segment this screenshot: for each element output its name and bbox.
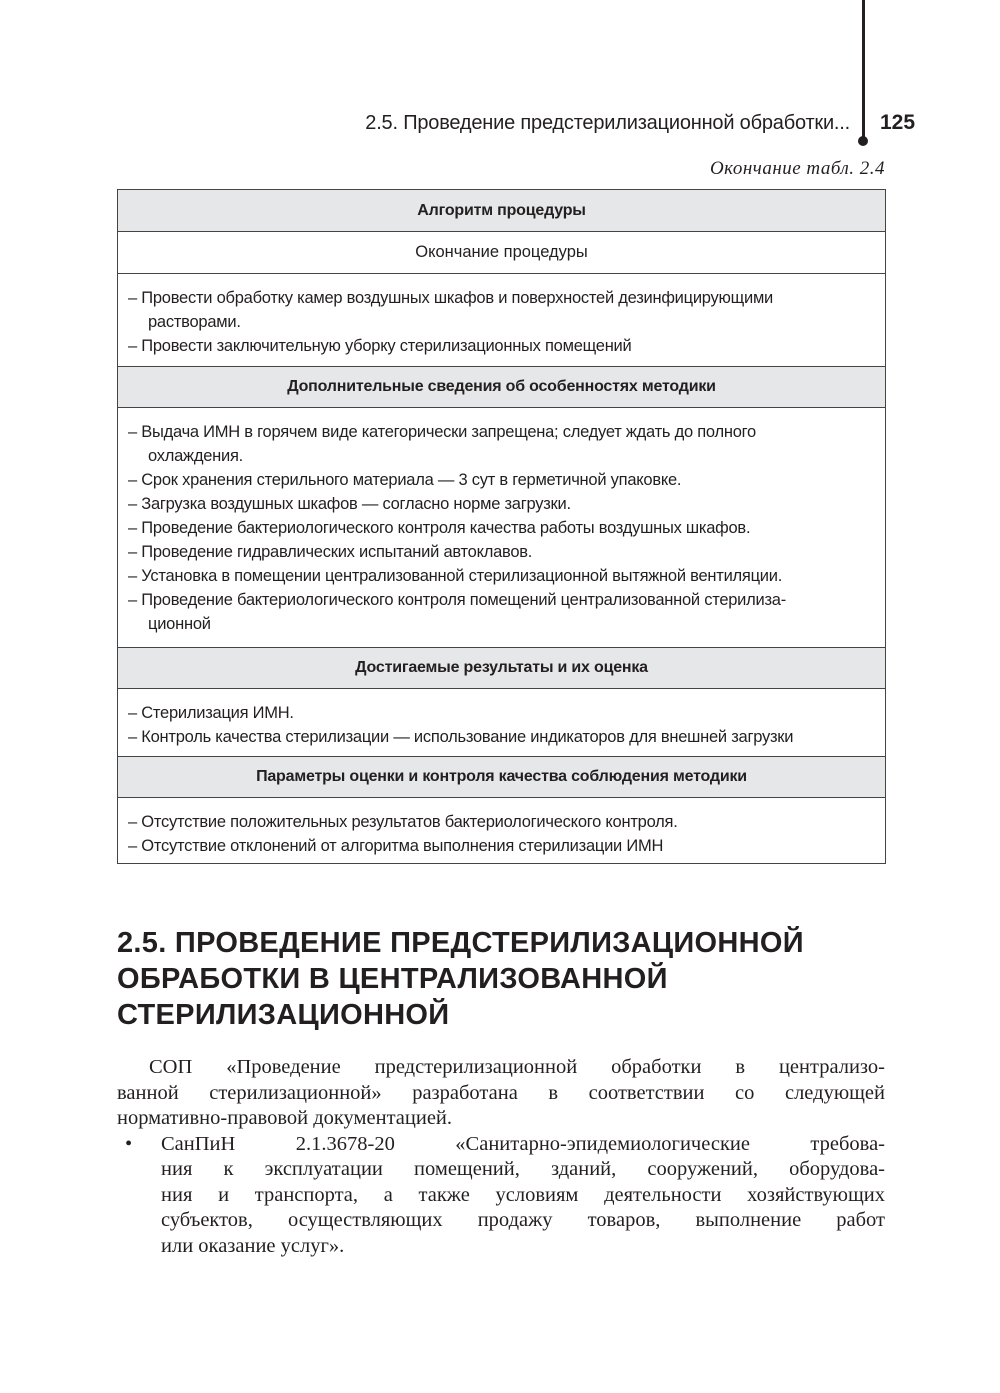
bullet-line: ния к эксплуатации помещений, зданий, сооружений, оборудова- [161, 1158, 885, 1180]
bullet-line: субъектов, осуществляющих продажу товаров, выполнение работ [161, 1209, 885, 1231]
table-line: – Срок хранения стерильного материала — 3 сут в герметичной упаковке. [128, 471, 682, 489]
table-block-3 [118, 688, 885, 756]
bullet-icon: • [125, 1132, 133, 1155]
table-section-header: Дополнительные сведения об особенностях методики [118, 366, 885, 407]
procedure-table [117, 189, 886, 864]
bullet-item [117, 1132, 885, 1260]
table-block-1 [118, 273, 885, 366]
table-line: – Отсутствие положительных результатов бактериологического контроля. [128, 813, 678, 831]
margin-rule [862, 0, 865, 140]
body-text [117, 1055, 885, 1259]
table-block-4 [118, 797, 885, 863]
table-line: – Загрузка воздушных шкафов — согласно норме загрузки. [128, 495, 571, 513]
heading-line: 2.5. ПРОВЕДЕНИЕ ПРЕДСТЕРИЛИЗАЦИОННОЙ [117, 927, 804, 959]
table-line: – Провести обработку камер воздушных шкафов и поверхностей дезинфицирующими [128, 289, 774, 307]
table-block-2 [118, 407, 885, 647]
paragraph-line: СОП «Проведение предстерилизационной обработки в централизо- [149, 1056, 885, 1078]
table-line: растворами. [148, 313, 241, 331]
paragraph-line: ванной стерилизационной» разработана в соответствии со следующей [117, 1081, 885, 1104]
table-header: Алгоритм процедуры [118, 190, 885, 231]
table-section-header: Достигаемые результаты и их оценка [118, 647, 885, 688]
table-line: – Провести заключительную уборку стерилизационных помещений [128, 337, 632, 355]
table-line: – Проведение бактериологического контроля качества работы воздушных шкафов. [128, 519, 751, 537]
heading-line: СТЕРИЛИЗАЦИОННОЙ [117, 999, 450, 1031]
section-heading [117, 925, 804, 1033]
bullet-line: ния и транспорта, а также условиям деятельности хозяйствующих [161, 1183, 885, 1206]
table-line: – Проведение гидравлических испытаний автоклавов. [128, 543, 533, 561]
bullet-line: СанПиН 2.1.3678-20 «Санитарно-эпидемиологические требова- [161, 1132, 885, 1155]
table-caption: Окончание табл. 2.4 [709, 158, 885, 179]
table-line: – Проведение бактериологического контроля помещений централизованной стерилиза- [128, 591, 786, 609]
paragraph-line: нормативно-правовой документацией. [117, 1107, 453, 1129]
heading-line: ОБРАБОТКИ В ЦЕНТРАЛИЗОВАННОЙ [117, 963, 668, 995]
bullet-line: или оказание услуг». [161, 1234, 345, 1257]
running-title: 2.5. Проведение предстерилизационной обработки... [365, 112, 850, 134]
table-line: – Отсутствие отклонений от алгоритма выполнения стерилизации ИМН [128, 837, 664, 855]
table-section-header: Параметры оценки и контроля качества соблюдения методики [118, 756, 885, 797]
table-line: – Стерилизация ИМН. [128, 704, 294, 722]
table-line: – Установка в помещении централизованной стерилизационной вытяжной вентиляции. [128, 567, 783, 585]
table-line: охлаждения. [148, 447, 243, 465]
table-line: ционной [148, 615, 211, 633]
table-line: – Контроль качества стерилизации — использование индикаторов для внешней загрузки [128, 728, 794, 746]
table-subheader: Окончание процедуры [118, 231, 885, 273]
table-line: – Выдача ИМН в горячем виде категорически запрещена; следует ждать до полного [128, 423, 756, 441]
page-number: 125 [880, 111, 916, 134]
margin-rule-dot [858, 136, 868, 146]
